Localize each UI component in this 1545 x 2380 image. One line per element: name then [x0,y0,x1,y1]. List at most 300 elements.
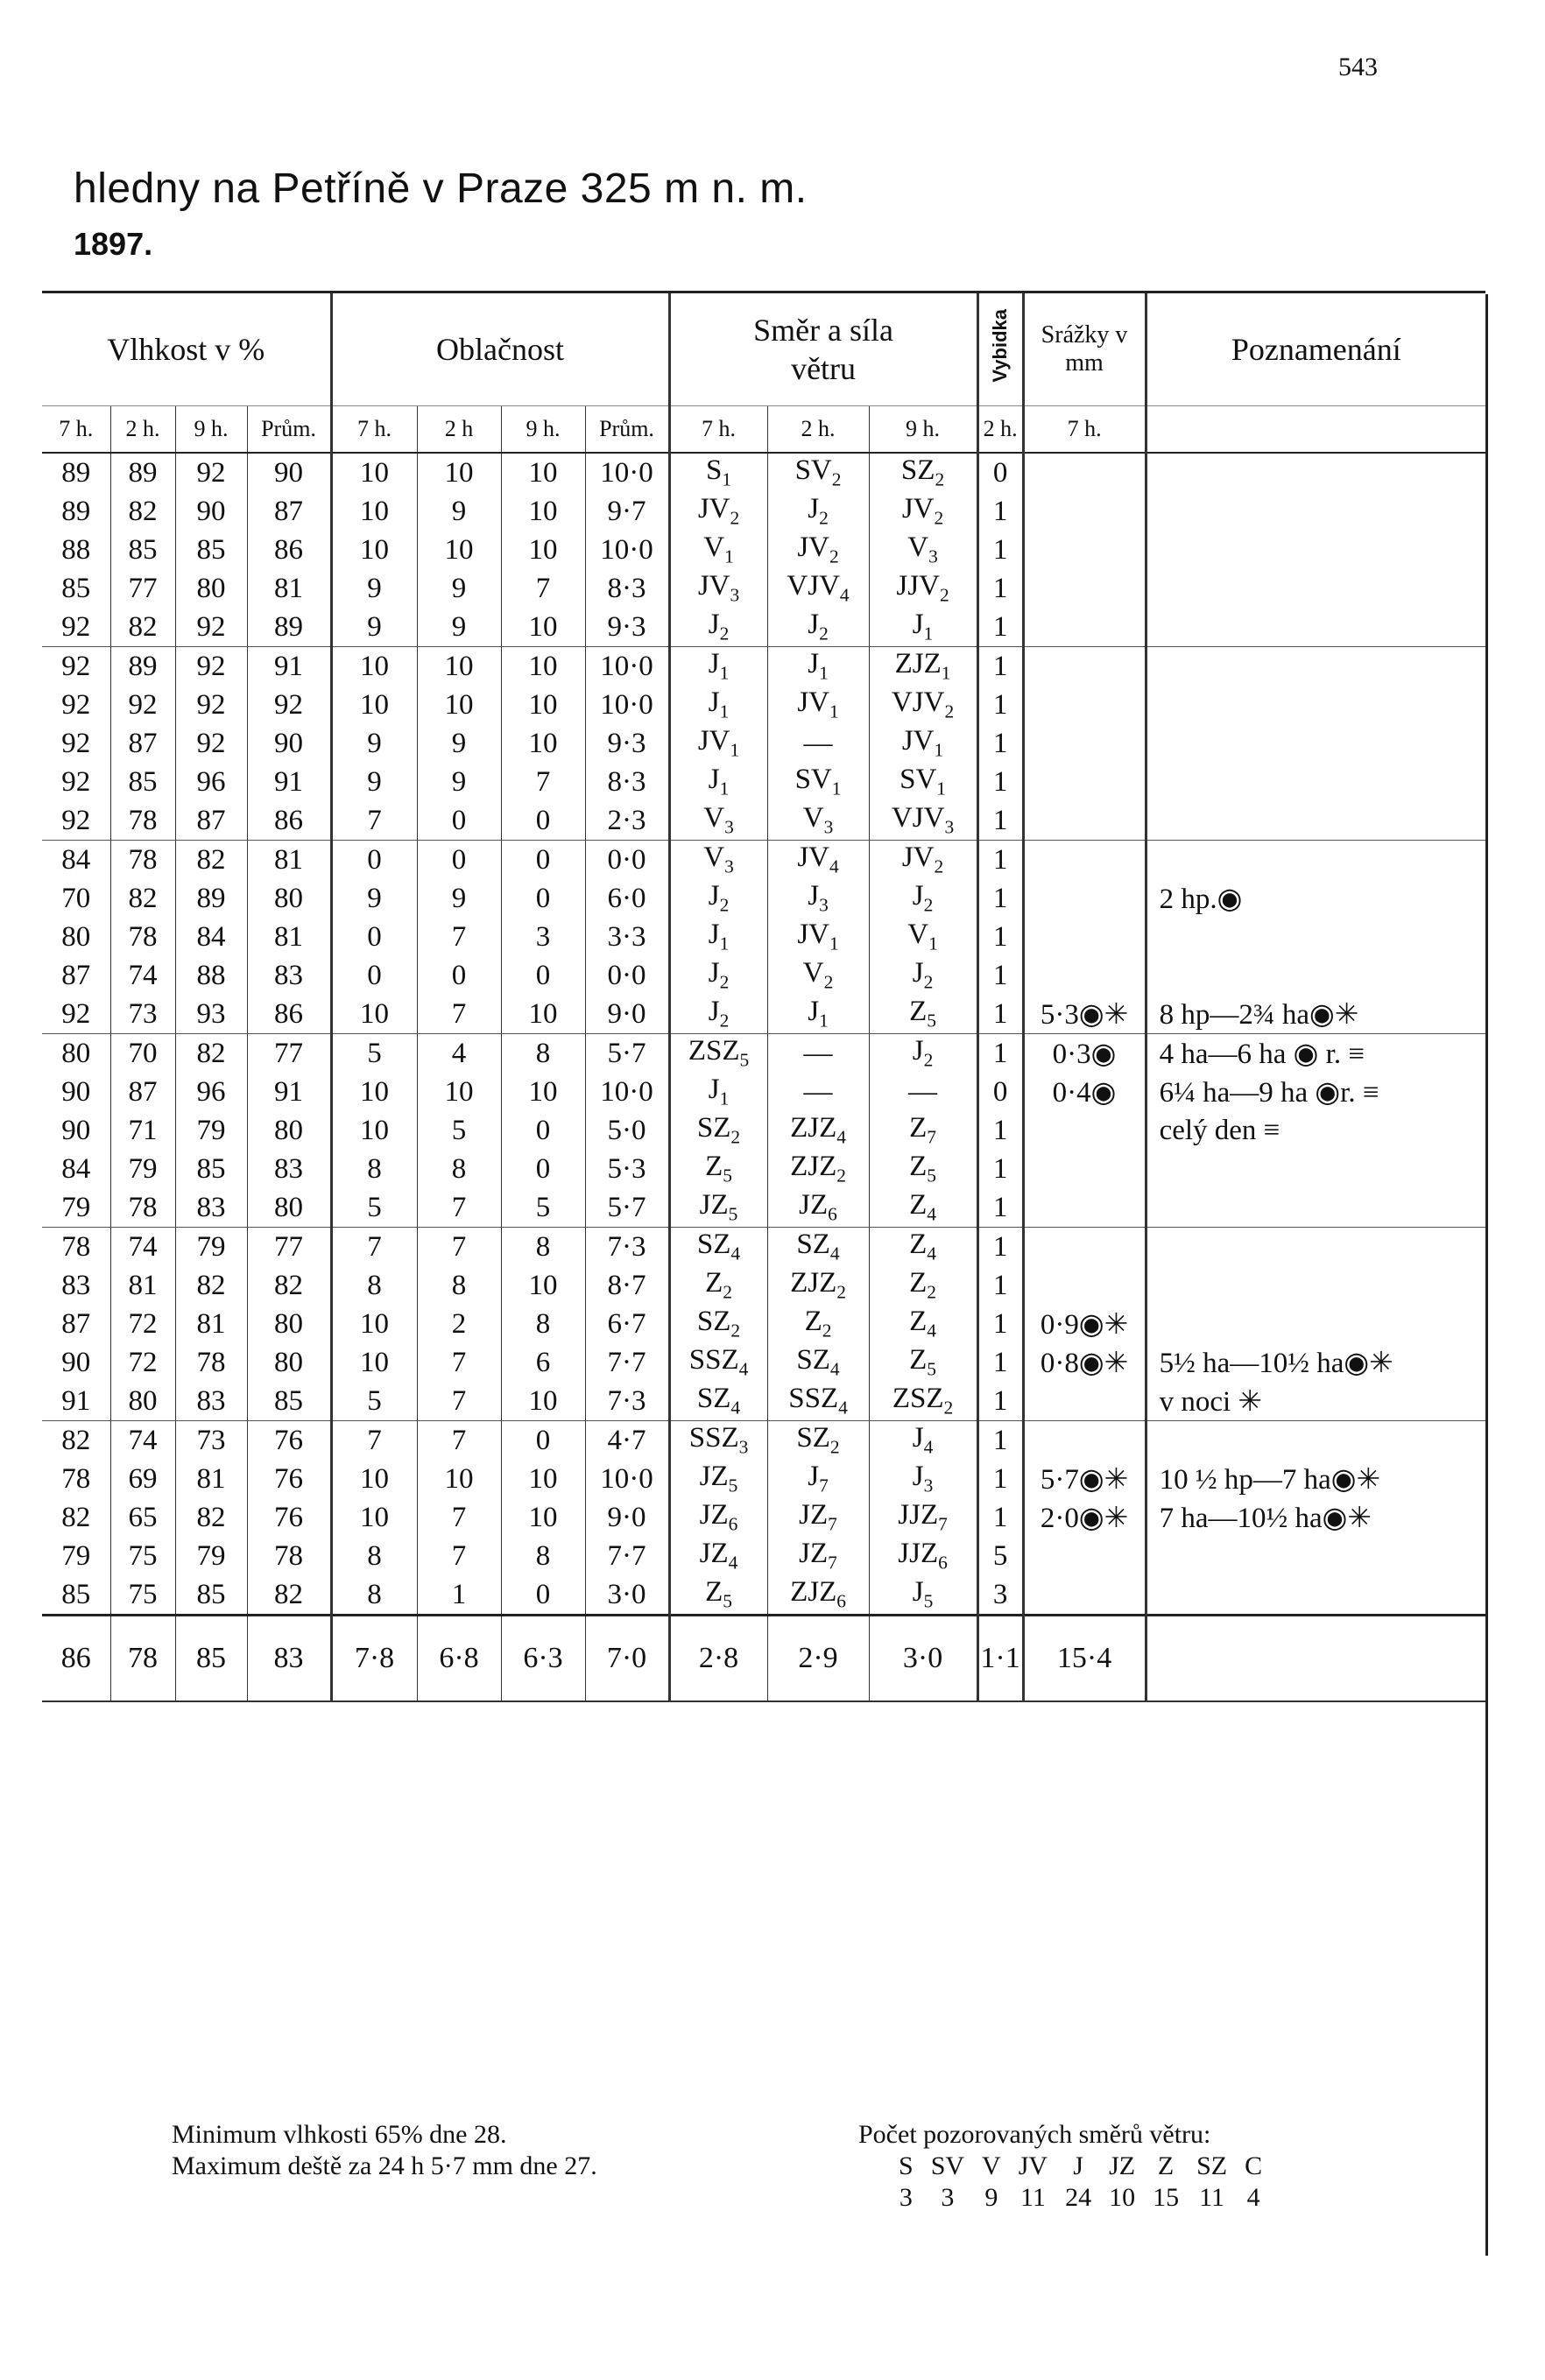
table-cell: $SV_1$ [767,763,869,801]
summary-cell: 2·9 [767,1616,869,1702]
header-srazky: Srážky v mm [1023,292,1146,406]
table-cell: $V_3$ [669,841,767,880]
table-cell: 92 [175,453,247,492]
table-cell: $V_3$ [869,531,977,569]
table-cell [1146,492,1485,531]
table-cell: 4 ha—6 ha ◉ r. ≡ [1146,1034,1485,1074]
table-row [42,1266,1485,1305]
table-row [42,1575,1485,1616]
table-cell [1146,841,1485,880]
table-cell [1023,801,1146,841]
table-row [42,453,1485,492]
table-cell: 82 [175,841,247,880]
table-cell [1146,956,1485,995]
table-cell: 9·0 [585,1498,669,1537]
table-cell: 79 [42,1188,110,1228]
table-cell: $J_1$ [669,763,767,801]
table-cell: 91 [247,763,331,801]
table-cell: 78 [110,801,175,841]
table-cell: 10 [501,724,585,763]
table-cell: $V_3$ [669,801,767,841]
summary-cell: 1·1 [977,1616,1023,1702]
footer-wind-title: Počet pozorovaných směrů větru: [858,2120,1211,2149]
table-cell: 10 [417,531,501,569]
table-cell: 10 [501,453,585,492]
table-cell: 9·3 [585,608,669,647]
subheader-cell: 7 h. [669,406,767,454]
table-cell: 78 [247,1537,331,1575]
table-cell: 92 [110,686,175,724]
table-cell: 84 [61,1152,91,1185]
table-cell: $J_1$ [669,647,767,687]
table-cell: 7 [417,1382,501,1421]
table-cell: 10 [417,647,501,687]
table-cell: 5 [331,1382,417,1421]
table-cell: 82 [61,1424,91,1456]
table-cell: 8 [331,1575,417,1616]
table-cell: 3 [977,1575,1023,1616]
table-cell: 90 [61,1114,91,1146]
table-cell: 78 [61,1230,91,1263]
table-row [42,1228,1485,1267]
table-cell: $VJV_3$ [869,801,977,841]
table-cell: 92 [42,801,110,841]
table-cell: 0·8◉✳ [1023,1343,1146,1382]
table-cell: $ZJZ_6$ [767,1575,869,1616]
table-row [42,686,1485,724]
table-cell: 79 [61,1539,91,1572]
header-poznamenani: Poznamenání [1146,292,1485,406]
table-cell: $Z_2$ [869,1266,977,1305]
table-cell: $Z_5$ [669,1150,767,1188]
table-cell: $JV_1$ [767,918,869,956]
table-row [42,1498,1485,1537]
table-cell: 10 [501,995,585,1034]
table-cell: 80 [61,1037,91,1069]
table-cell: 1 [977,801,1023,841]
table-cell [1146,801,1485,841]
table-cell [1023,763,1146,801]
table-cell [1023,608,1146,647]
table-cell: 82 [110,879,175,918]
table-cell: 10·0 [585,686,669,724]
table-cell: 81 [110,1266,175,1305]
wind-dir-label: SV [930,2151,965,2180]
table-cell: 9 [417,879,501,918]
table-cell [1146,1266,1485,1305]
table-cell [1023,841,1146,880]
table-cell: 1 [977,492,1023,531]
table-cell: $Z_4$ [869,1228,977,1267]
table-cell: $V_1$ [669,531,767,569]
table-cell: $J_2$ [669,608,767,647]
wind-dir-label: JZ [1109,2151,1136,2180]
table-cell [1023,918,1146,956]
table-cell: 92 [175,686,247,724]
table-cell: 82 [110,492,175,531]
summary-cell: 7·8 [331,1616,417,1702]
table-cell: 81 [247,569,331,608]
table-cell: $JV_4$ [767,841,869,880]
table-cell: 1 [977,879,1023,918]
table-cell: 90 [61,1346,91,1378]
table-cell: 1 [977,1111,1023,1150]
table-cell: 10 [331,995,417,1034]
table-cell: 84 [61,843,91,876]
table-cell: 0 [501,1575,585,1616]
table-cell: $Z_5$ [869,1343,977,1382]
table-row [42,647,1485,687]
table-cell: $JV_2$ [869,492,977,531]
table-cell: 2 hp.◉ [1146,879,1485,918]
table-cell: $SV_1$ [869,763,977,801]
table-cell: 0 [331,841,417,880]
table-cell [1023,1537,1146,1575]
table-cell [1146,918,1485,956]
table-cell: $J_1$ [767,647,869,687]
table-cell: 6¼ ha—9 ha ◉r. ≡ [1146,1073,1485,1111]
table-cell: $Z_2$ [767,1305,869,1343]
table-cell: 1 [977,1188,1023,1228]
table-cell: 8 [501,1305,585,1343]
subheader-cell: 9 h. [175,406,247,454]
table-cell: 5½ ha—10½ ha◉✳ [1146,1343,1485,1382]
table-cell: 10 [331,686,417,724]
table-cell: 77 [110,569,175,608]
table-cell: 1 [977,1460,1023,1498]
table-cell: 93 [175,995,247,1034]
table-cell: 10 [501,686,585,724]
table-cell: $ZSZ_2$ [869,1382,977,1421]
table-cell: 72 [110,1305,175,1343]
table-cell: 91 [247,1073,331,1111]
table-cell: 8 [331,1150,417,1188]
table-cell: 1 [977,1034,1023,1074]
table-cell: 10 [501,1460,585,1498]
table-cell: 92 [175,724,247,763]
wind-dir-count: 3 [899,2183,913,2212]
table-cell: $JZ_4$ [669,1537,767,1575]
table-cell: 89 [175,879,247,918]
table-cell: 9 [417,763,501,801]
table-cell: 69 [110,1460,175,1498]
table-cell: 9 [331,763,417,801]
table-cell [1146,647,1485,687]
table-row [42,1188,1485,1228]
table-cell: 10 [331,1111,417,1150]
table-cell [1146,1150,1485,1188]
table-cell [1023,1111,1146,1150]
header-oblacnost: Oblačnost [331,292,669,406]
table-cell: 73 [175,1421,247,1461]
table-cell: 1 [977,956,1023,995]
table-row [42,1111,1485,1150]
table-cell: 78 [110,841,175,880]
table-row [42,1460,1485,1498]
table-cell: 74 [110,1421,175,1461]
table-right-edge [1485,294,1488,2256]
table-cell: 7 [417,1498,501,1537]
table-cell: 4·7 [585,1421,669,1461]
table-cell: 8 [417,1266,501,1305]
table-cell: $J_3$ [767,879,869,918]
wind-dir-count: 9 [984,2183,998,2212]
table-cell: $Z_5$ [669,1575,767,1616]
table-row [42,724,1485,763]
table-cell [1146,1575,1485,1616]
table-cell: 83 [175,1382,247,1421]
table-cell: 85 [175,1150,247,1188]
table-cell: 83 [247,956,331,995]
table-cell: $JV_2$ [767,531,869,569]
table-cell: 0 [977,453,1023,492]
wind-dir-label: V [982,2151,1001,2180]
table-cell: 89 [61,456,91,489]
summary-cell: 6·3 [501,1616,585,1702]
table-cell: 5·7◉✳ [1023,1460,1146,1498]
footer-max-rain: Maximum deště za 24 h 5·7 mm dne 27. [172,2151,597,2180]
weather-table [42,291,1485,1702]
table-cell: 0·4◉ [1023,1073,1146,1111]
table-cell: 1 [977,1421,1023,1461]
table-cell: 80 [61,920,91,953]
table-cell: 1 [977,918,1023,956]
table-cell [1146,1228,1485,1267]
table-cell: 9 [417,724,501,763]
table-cell: 9 [331,608,417,647]
table-cell: 70 [110,1034,175,1074]
table-cell: 8 [331,1537,417,1575]
table-row [42,1305,1485,1343]
table-cell: 0 [501,841,585,880]
table-cell: 78 [110,918,175,956]
table-row [42,956,1485,995]
table-cell: 6·0 [585,879,669,918]
table-cell: 2·3 [585,801,669,841]
table-cell: $V_3$ [767,801,869,841]
table-cell: $J_1$ [869,608,977,647]
summary-cell: 3·0 [869,1616,977,1702]
table-cell: 0 [501,879,585,918]
table-cell: $VJV_4$ [767,569,869,608]
wind-dir-label: JV [1018,2151,1048,2180]
wind-dir-count: 24 [1065,2183,1092,2212]
table-cell: 79 [110,1150,175,1188]
table-cell [1023,492,1146,531]
table-cell: — [767,1073,869,1111]
table-cell: 82 [175,1498,247,1537]
table-cell: 1 [977,608,1023,647]
table-cell: 74 [110,1228,175,1267]
wind-dir-count: 10 [1109,2183,1136,2212]
footer-left [172,2119,597,2182]
table-cell: 1 [977,724,1023,763]
table-cell: 10 [331,1498,417,1537]
table-cell: 10 [417,453,501,492]
table-cell: 1 [977,1150,1023,1188]
subheader-cell: 7 h. [1023,406,1146,454]
table-cell: 81 [247,841,331,880]
table-cell: 7 [331,1228,417,1267]
table-cell: 10 [501,531,585,569]
table-cell: 5·3◉✳ [1023,995,1146,1034]
summary-cell: 85 [175,1616,247,1702]
table-cell: 1 [977,763,1023,801]
table-cell: 10 [331,492,417,531]
header-vlhkost: Vlhkost v % [42,292,331,406]
table-cell: $Z_7$ [869,1111,977,1150]
table-cell: $J_1$ [767,995,869,1034]
subheader-cell: 2 h [417,406,501,454]
table-cell: 91 [42,1382,110,1421]
summary-row [42,1616,1485,1702]
wind-dir-label: SZ [1196,2151,1228,2180]
table-cell: 7 [331,801,417,841]
table-cell: 5·3 [585,1150,669,1188]
wind-dir-label: C [1245,2151,1263,2180]
table-cell: $SSZ_4$ [669,1343,767,1382]
table-cell [1146,763,1485,801]
table-cell: $SZ_2$ [669,1111,767,1150]
table-cell: 10 [331,531,417,569]
table-cell: 80 [247,1343,331,1382]
table-cell: $S_1$ [669,453,767,492]
table-cell: 10 [417,686,501,724]
wind-dir-count: 11 [1019,2183,1046,2212]
table-cell: 7 [417,1228,501,1267]
table-cell: 3·0 [585,1575,669,1616]
table-cell [1146,531,1485,569]
table-cell: 7 [501,763,585,801]
summary-cell: 15·4 [1023,1616,1146,1702]
summary-cell: 7·0 [585,1616,669,1702]
table-cell: 1 [977,1382,1023,1421]
table-cell: 1 [977,995,1023,1034]
table-cell: 79 [175,1537,247,1575]
table-cell: 0 [501,956,585,995]
table-cell [1023,1228,1146,1267]
subheader-cell: 9 h. [869,406,977,454]
table-row [42,1073,1485,1111]
table-cell: $J_1$ [669,1073,767,1111]
table-cell: $JZ_7$ [767,1498,869,1537]
table-cell: 88 [175,956,247,995]
summary-cell: 83 [247,1616,331,1702]
table-cell: 5 [331,1034,417,1074]
table-cell: 0·0 [585,841,669,880]
table-cell: 9·3 [585,724,669,763]
table-cell: 92 [175,608,247,647]
table-cell: $Z_5$ [869,995,977,1034]
table-cell: 10 [331,1073,417,1111]
table-cell [1023,1575,1146,1616]
table-cell: 76 [247,1460,331,1498]
table-cell: 0 [331,918,417,956]
table-cell: 8 [331,1266,417,1305]
footer-wind-dirs [890,2151,1271,2182]
table-cell: 81 [175,1460,247,1498]
table-cell: $JZ_6$ [669,1498,767,1537]
table-cell [1023,686,1146,724]
table-cell: 1 [417,1575,501,1616]
table-cell [1146,1537,1485,1575]
table-cell [1146,1421,1485,1461]
table-cell: $ZSZ_5$ [669,1034,767,1074]
page-year: 1897. [74,226,153,262]
footer-wind-counts [890,2182,1271,2214]
table-cell: 7 [417,1537,501,1575]
table-cell: $JJV_2$ [869,569,977,608]
table-cell: 80 [247,1188,331,1228]
table-cell: 9 [417,492,501,531]
table-cell: 9·0 [585,995,669,1034]
table-row [42,1537,1485,1575]
table-cell [1023,1382,1146,1421]
table-cell: 0 [501,1150,585,1188]
wind-dir-count: 3 [941,2183,955,2212]
table-cell: 1 [977,569,1023,608]
table-cell: $JZ_6$ [767,1188,869,1228]
table-cell: 90 [247,724,331,763]
table-cell [1023,531,1146,569]
subheader-cell: 2 h. [977,406,1023,454]
table-cell: $SZ_4$ [767,1343,869,1382]
table-cell: $J_2$ [669,879,767,918]
table-cell: 0 [331,956,417,995]
table-cell: 5 [977,1537,1023,1575]
table-cell: $V_2$ [767,956,869,995]
wind-dir-label: S [899,2151,914,2180]
table-cell: 78 [175,1343,247,1382]
table-row [42,608,1485,647]
table-cell: 75 [110,1537,175,1575]
table-cell: $ZJZ_4$ [767,1111,869,1150]
table-cell: $SSZ_4$ [767,1382,869,1421]
table-cell: 3·3 [585,918,669,956]
table-cell: — [869,1073,977,1111]
table-cell: $J_1$ [669,686,767,724]
table-cell: 10 [501,1073,585,1111]
table-cell: $SSZ_3$ [669,1421,767,1461]
table-cell: 82 [110,608,175,647]
table-row [42,995,1485,1034]
table-cell: $SZ_4$ [767,1228,869,1267]
table-cell: $Z_5$ [869,1150,977,1188]
table-cell: 86 [247,995,331,1034]
table-cell: 1 [977,1498,1023,1537]
table-cell: $JV_1$ [669,724,767,763]
table-cell: 92 [61,727,91,759]
table-cell: 76 [247,1498,331,1537]
summary-cell [1146,1616,1485,1702]
table-cell: 2 [417,1305,501,1343]
table-cell [1146,453,1485,492]
table-cell: 83 [175,1188,247,1228]
table-cell: 92 [61,765,91,798]
table-cell: $J_5$ [869,1575,977,1616]
summary-cell: 2·8 [669,1616,767,1702]
table-cell [1023,453,1146,492]
table-cell: 85 [247,1382,331,1421]
table-cell: 89 [61,495,91,527]
table-cell: 85 [42,1575,110,1616]
table-cell [1023,1266,1146,1305]
table-cell: $J_2$ [669,995,767,1034]
table-cell: celý den ≡ [1146,1111,1485,1150]
table-cell [1023,569,1146,608]
table-cell: 10·0 [585,531,669,569]
table-cell: 7 [417,1343,501,1382]
